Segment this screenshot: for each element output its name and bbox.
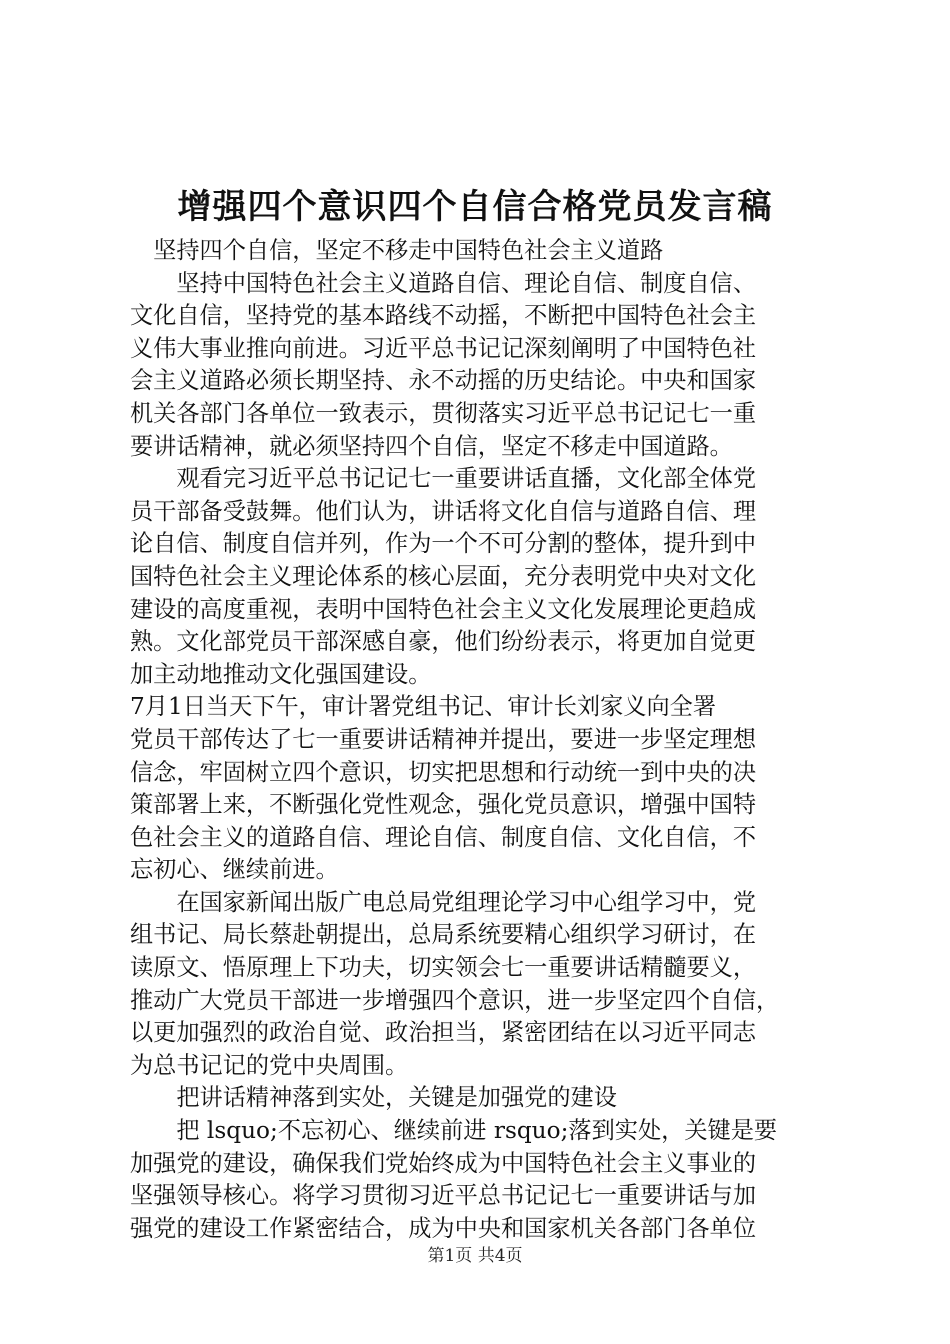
document-title: 增强四个意识四个自信合格党员发言稿 xyxy=(177,187,773,227)
body-line: 文化自信，坚持党的基本路线不动摇，不断把中国特色社会主 xyxy=(130,302,757,330)
body-line: 熟。文化部党员干部深感自豪，他们纷纷表示，将更加自觉更 xyxy=(130,628,757,656)
body-line: 坚持中国特色社会主义道路自信、理论自信、制度自信、 xyxy=(130,269,757,297)
body-line: 员干部备受鼓舞。他们认为，讲话将文化自信与道路自信、理 xyxy=(130,497,757,525)
body-line: 强党的建设工作紧密结合，成为中央和国家机关各部门各单位 xyxy=(130,1214,757,1242)
body-line: 7月1日当天下午，审计署党组书记、审计长刘家义向全署 xyxy=(130,693,717,721)
body-line: 信念，牢固树立四个意识，切实把思想和行动统一到中央的决 xyxy=(130,758,757,786)
body-line: 以更加强烈的政治自觉、政治担当，紧密团结在以习近平同志 xyxy=(130,1019,757,1047)
body-line: 推动广大党员干部进一步增强四个意识，进一步坚定四个自信， xyxy=(130,986,780,1014)
page-number-footer: 第1页 共4页 xyxy=(427,1246,523,1266)
body-line: 为总书记记的党中央周围。 xyxy=(130,1051,409,1079)
body-line: 加主动地推动文化强国建设。 xyxy=(130,660,432,688)
body-line: 色社会主义的道路自信、理论自信、制度自信、文化自信，不 xyxy=(130,823,757,851)
body-line: 国特色社会主义理论体系的核心层面，充分表明党中央对文化 xyxy=(130,562,757,590)
body-line: 机关各部门各单位一致表示，贯彻落实习近平总书记记七一重 xyxy=(130,399,757,427)
body-line: 坚持四个自信，坚定不移走中国特色社会主义道路 xyxy=(130,237,664,264)
body-line: 策部署上来，不断强化党性观念，强化党员意识，增强中国特 xyxy=(130,791,757,819)
body-line: 读原文、悟原理上下功夫，切实领会七一重要讲话精髓要义， xyxy=(130,954,757,982)
document-body xyxy=(130,235,836,1245)
body-line: 加强党的建设，确保我们党始终成为中国特色社会主义事业的 xyxy=(130,1149,757,1177)
body-line: 组书记、局长蔡赴朝提出，总局系统要精心组织学习研讨，在 xyxy=(130,921,757,949)
body-line: 把讲话精神落到实处，关键是加强党的建设 xyxy=(130,1084,617,1112)
body-line: 忘初心、继续前进。 xyxy=(130,856,339,884)
body-line: 党员干部传达了七一重要讲话精神并提出，要进一步坚定理想 xyxy=(130,725,757,753)
body-line: 要讲话精神，就必须坚持四个自信，坚定不移走中国道路。 xyxy=(130,432,733,460)
body-line: 把 lsquo;不忘初心、继续前进 rsquo;落到实处，关键是要 xyxy=(130,1117,778,1145)
body-line: 论自信、制度自信并列，作为一个不可分割的整体，提升到中 xyxy=(130,530,757,558)
body-line: 会主义道路必须长期坚持、永不动摇的历史结论。中央和国家 xyxy=(130,367,757,395)
body-line: 建设的高度重视，表明中国特色社会主义文化发展理论更趋成 xyxy=(130,595,757,623)
body-line: 义伟大事业推向前进。习近平总书记记深刻阐明了中国特色社 xyxy=(130,334,757,362)
body-line: 坚强领导核心。将学习贯彻习近平总书记记七一重要讲话与加 xyxy=(130,1182,757,1210)
body-line: 在国家新闻出版广电总局党组理论学习中心组学习中，党 xyxy=(130,888,757,916)
body-line: 观看完习近平总书记记七一重要讲话直播，文化部全体党 xyxy=(130,465,757,493)
